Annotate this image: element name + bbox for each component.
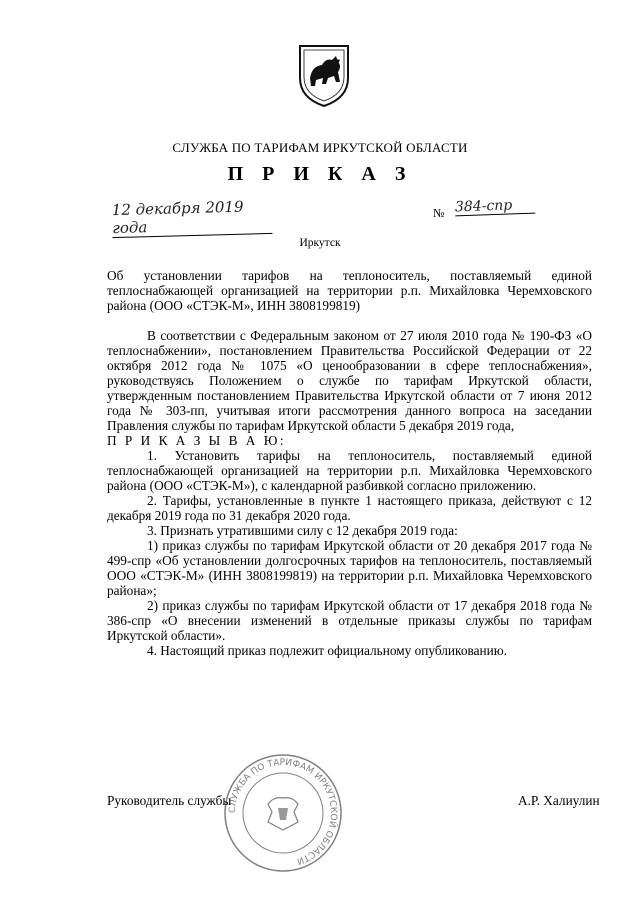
item-3: 3. Признать утратившими силу с 12 декабря 2019 года: [147,523,458,538]
number-label: № [433,206,445,220]
handwritten-number: 384-спр [455,197,536,217]
signature-name: А.Р. Халиулин [518,793,600,808]
item-1: 1. Установить тарифы на теплоноситель, поставляемый единой теплоснабжающей организацией на территории р.п. Михайловка Черемховского района (ООО «СТЭК-М»), с календарной разбивкой согласно приложению. [107,448,592,493]
official-stamp [222,752,344,874]
organization-name: СЛУЖБА ПО ТАРИФАМ ИРКУТСКОЙ ОБЛАСТИ [172,140,468,155]
coat-of-arms-icon [296,38,352,108]
handwritten-date: 12 декабря 2019 года [112,197,273,238]
order-body [107,328,592,658]
preamble: В соответствии с Федеральным законом от 27 июля 2010 года № 190-ФЗ «О теплоснабжении», постановлением Правительства Российской Федерации от 22 октября 2012 года № 1075 «О ценообразовании в сфере теплоснабжения», руководствуясь Положением о службе по тарифам Иркутской области, утвержденным постановлением Правительства Иркутской области от 7 июня 2012 года № 303-пп, учитывая итоги рассмотрения данного вопроса на заседании Правления службы по тарифам Иркутской области 5 декабря 2019 года, [107,328,592,433]
order-subject: Об установлении тарифов на теплоноситель, поставляемый единой теплоснабжающей организацией на территории р.п. Михайловка Черемховского района (ООО «СТЭК-М», ИНН 3808199819) [107,268,592,313]
item-3-1: 1) приказ службы по тарифам Иркутской области от 20 декабря 2017 года № 499-спр «Об установлении долгосрочных тарифов на теплоноситель, поставляемый ООО «СТЭК-М» (ИНН 3808199819) на территории р.п. Михайловка Черемховского района»; [107,538,592,598]
document-type: П Р И К А З [227,163,413,185]
order-word: П Р И К А З Ы В А Ю: [107,433,287,448]
stamp-text: СЛУЖБА ПО ТАРИФАМ ИРКУТСКОЙ ОБЛАСТИ [227,757,339,866]
signature-position: Руководитель службы [107,793,232,808]
item-3-2: 2) приказ службы по тарифам Иркутской области от 17 декабря 2018 года № 386-спр «О внесении изменений в отдельные приказы службы по тарифам Иркутской области». [107,598,592,643]
item-2: 2. Тарифы, установленные в пункте 1 настоящего приказа, действуют с 12 декабря 2019 года по 31 декабря 2020 года. [107,493,592,523]
city: Иркутск [299,237,341,249]
item-4: 4. Настоящий приказ подлежит официальному опубликованию. [147,643,507,658]
